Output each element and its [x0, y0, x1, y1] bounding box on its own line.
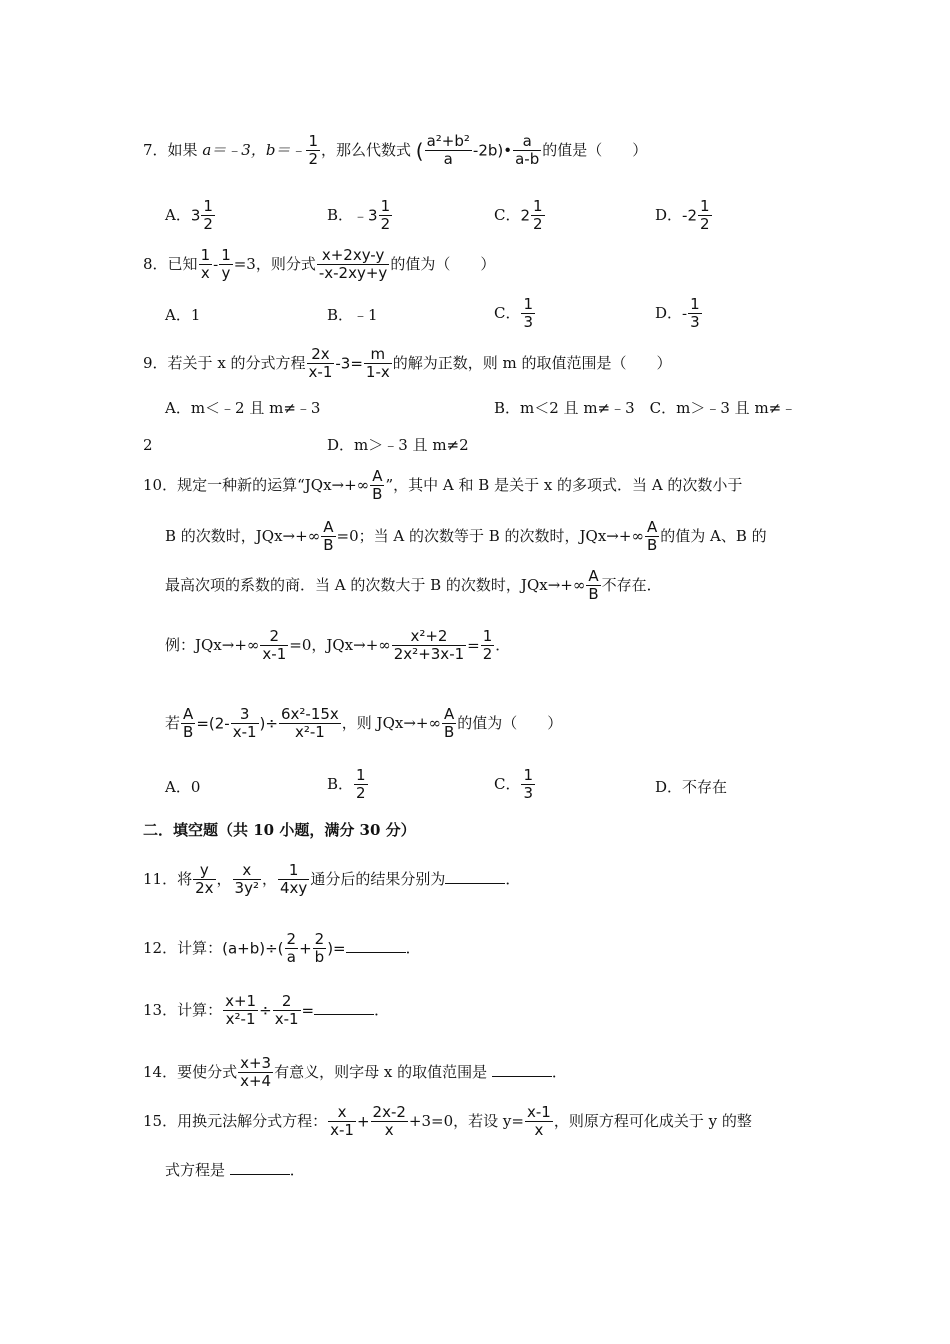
q8-fraction-b: $\frac{1}{y}$	[221, 246, 231, 283]
q10-example-result: $\frac{1}{2}$	[482, 627, 493, 664]
q7-option-c-label: C．	[494, 205, 521, 224]
q11-tail: 通分后的结果分别为	[310, 869, 446, 888]
q10-example-a: 例：JQx→+∞	[165, 635, 260, 654]
q10-line2-a: B 的次数时，JQx→+∞	[165, 526, 321, 545]
question-10-example	[165, 628, 510, 664]
q9-mid: -3=	[335, 354, 363, 373]
q7-open-paren: (	[415, 138, 424, 163]
q15-fraction-1: $\frac{x}{x-1}$	[330, 1103, 354, 1140]
q15-mid: +3=0，若设 y=	[408, 1111, 524, 1130]
q13-end: ．	[374, 1000, 390, 1019]
q7-option-c[interactable]	[494, 198, 546, 234]
q7-option-d-fraction: $\frac{1}{2}$	[700, 197, 710, 234]
q10-option-b-label: B．	[327, 774, 354, 793]
q14-number: 14．	[143, 1062, 178, 1081]
q15-fraction-3: $\frac{x-1}{x}$	[526, 1103, 551, 1140]
q14-end: ．	[551, 1062, 567, 1081]
question-14	[143, 1055, 567, 1091]
q8-eq: =3，则分式	[233, 254, 316, 273]
q10-if-div: )÷	[259, 714, 278, 733]
q7-option-b-whole: ﹣3	[353, 206, 378, 225]
q7-tail: 的值是（ ）	[542, 140, 648, 159]
q10-option-c[interactable]	[494, 767, 536, 803]
question-9	[143, 346, 672, 382]
q10-if-eq: =(2-	[196, 714, 230, 733]
q8-prefix: 已知	[167, 254, 198, 273]
q8-option-c[interactable]	[494, 296, 536, 332]
q10-example-eq: =	[467, 636, 480, 655]
q10-line3-b: 不存在．	[601, 575, 662, 594]
q11-fraction-3: $\frac{1}{4xy}$	[280, 861, 308, 898]
q8-fraction-a: $\frac{1}{x}$	[200, 246, 211, 283]
q7-option-a-whole: 3	[190, 206, 201, 225]
q7-option-d[interactable]	[655, 198, 713, 234]
q10-example-fraction-1: $\frac{2}{x-1}$	[262, 627, 287, 664]
q10-line1-a: 规定一种新的运算“JQx→+∞	[177, 475, 370, 494]
q9-option-c-continued: 2	[143, 436, 153, 454]
q10-if-a: 若	[165, 713, 181, 732]
q7-fraction-2: $\frac{a}{a-b}$	[515, 132, 540, 169]
q8-option-a[interactable]: A．1	[165, 306, 201, 324]
q11-prefix: 将	[177, 869, 193, 888]
question-10-line-2	[165, 519, 767, 555]
q11-end: ．	[505, 869, 521, 888]
q10-line1-b: ”，其中 A 和 B 是关于 x 的多项式．当 A 的次数小于	[385, 475, 743, 494]
q10-example-fraction-2: $\frac{\text{x²+2}}{\text{2x²+3x-1}}$	[393, 627, 465, 664]
q13-answer-blank[interactable]	[314, 1000, 374, 1015]
section-2-heading: 二．填空题（共 10 小题，满分 30 分）	[143, 821, 416, 839]
q11-fraction-1: $\frac{y}{2x}$	[195, 861, 214, 898]
q8-minus: -	[213, 255, 219, 274]
q7-option-d-whole: -2	[682, 206, 697, 225]
q14-answer-blank[interactable]	[492, 1062, 552, 1077]
q10-option-d[interactable]: D．不存在	[655, 778, 728, 796]
q7-option-a-label: A．	[165, 205, 191, 224]
q8-fraction-main: $\frac{x+2xy-y}{-x-2xy+y}$	[318, 246, 388, 283]
q15-number: 15．	[143, 1111, 178, 1130]
q8-option-b[interactable]: B．﹣1	[327, 306, 378, 324]
question-10-condition	[165, 706, 562, 742]
q15-end: ．	[289, 1161, 305, 1179]
q9-fraction-1: $\frac{2x}{x-1}$	[308, 345, 333, 382]
q9-option-a[interactable]: A．m＜﹣2 且 m≠﹣3	[165, 399, 321, 417]
q10-number: 10．	[143, 475, 178, 494]
question-10-line-3	[165, 568, 662, 604]
q14-fraction: $\frac{x+3}{x+4}$	[240, 1054, 272, 1091]
q12-answer-blank[interactable]	[346, 938, 406, 953]
q10-example-end: ．	[495, 635, 511, 654]
q11-comma-1: ，	[216, 869, 232, 888]
q8-option-d-label: D．	[655, 303, 683, 322]
q10-ab-fraction-3: $\frac{A}{B}$	[646, 518, 658, 555]
q8-option-d[interactable]	[655, 296, 703, 332]
question-11	[143, 862, 520, 898]
question-8	[143, 247, 495, 283]
q10-line3-a: 最高次项的系数的商．当 A 的次数大于 B 的次数时，JQx→+∞	[165, 575, 586, 594]
q9-option-d[interactable]: D．m＞﹣3 且 m≠2	[327, 436, 469, 454]
question-13	[143, 993, 389, 1029]
q10-option-b[interactable]	[327, 767, 369, 803]
q10-line2-c: 的值为 A、B 的	[660, 526, 767, 545]
q10-if-b: ，则 JQx→+∞	[341, 713, 441, 732]
question-12	[143, 931, 421, 967]
q13-div: ÷	[259, 1001, 272, 1020]
q10-line2-b: =0；当 A 的次数等于 B 的次数时，JQx→+∞	[336, 526, 644, 545]
q12-expr: (a+b)÷(	[222, 939, 284, 958]
q13-fraction-1: $\frac{x+1}{\text{x²-1}}$	[225, 992, 257, 1029]
q9-tail: 的解为正数，则 m 的取值范围是（ ）	[392, 353, 672, 372]
q14-prefix: 要使分式	[177, 1062, 238, 1081]
q7-option-b-fraction: $\frac{1}{2}$	[380, 197, 391, 234]
q12-number: 12．	[143, 938, 178, 957]
q11-fraction-2: $\frac{x}{\text{3y²}}$	[234, 861, 259, 898]
q10-ab-fraction-2: $\frac{A}{B}$	[323, 518, 334, 555]
q7-b-fraction: $\frac{1}{2}$	[308, 132, 318, 169]
q14-tail: 有意义，则字母 x 的取值范围是	[274, 1062, 488, 1081]
question-15-line-2	[165, 1160, 305, 1178]
q10-if-fraction-2: $\frac{\text{6x²-15x}}{\text{x²-1}}$	[280, 705, 339, 742]
q8-option-d-sign: -	[682, 304, 688, 323]
q12-fraction-2: $\frac{2}{b}$	[314, 930, 325, 967]
q13-fraction-2: $\frac{2}{x-1}$	[274, 992, 299, 1029]
q9-option-bc[interactable]: B．m＜2 且 m≠﹣3 C．m＞﹣3 且 m≠﹣	[494, 399, 797, 417]
q10-option-a[interactable]: A．0	[165, 778, 201, 796]
q7-option-a[interactable]	[165, 198, 216, 234]
q10-option-b-fraction: $\frac{1}{2}$	[356, 766, 366, 803]
q7-dot: •	[503, 141, 513, 160]
q7-number: 7．	[143, 140, 168, 159]
q15-answer-blank[interactable]	[230, 1160, 290, 1175]
q12-close: )=	[327, 939, 346, 958]
q10-ab-fraction-4: $\frac{A}{B}$	[588, 567, 599, 604]
q10-if-c: 的值为（ ）	[457, 713, 563, 732]
q8-option-c-label: C．	[494, 303, 521, 322]
q7-option-b[interactable]	[327, 198, 393, 234]
q8-number: 8．	[143, 254, 168, 273]
q7-option-d-label: D．	[655, 205, 683, 224]
question-15	[143, 1104, 752, 1140]
q15-line2: 式方程是	[165, 1161, 226, 1179]
q12-fraction-1: $\frac{2}{a}$	[286, 930, 297, 967]
q7-mid: ，那么代数式	[320, 140, 411, 159]
q7-option-c-whole: 2	[520, 206, 531, 225]
q9-fraction-2: $\frac{m}{1-x}$	[365, 345, 390, 382]
q8-option-c-fraction: $\frac{1}{3}$	[523, 295, 534, 332]
q8-option-d-fraction: $\frac{1}{3}$	[690, 295, 700, 332]
q13-eq: =	[301, 1001, 315, 1020]
q7-option-b-label: B．	[327, 205, 354, 224]
q8-tail: 的值为（ ）	[390, 254, 496, 273]
q12-prefix: 计算：	[177, 938, 223, 957]
q9-number: 9．	[143, 353, 168, 372]
q15-plus: +	[356, 1112, 370, 1131]
q15-tail: ，则原方程可化成关于 y 的整	[553, 1111, 752, 1130]
q10-if-ab-fraction: $\frac{A}{B}$	[183, 705, 194, 742]
q10-option-c-label: C．	[494, 774, 521, 793]
q10-if-ab-fraction-2: $\frac{A}{B}$	[443, 705, 455, 742]
q13-prefix: 计算：	[177, 1000, 223, 1019]
q10-ab-fraction-1: $\frac{A}{B}$	[372, 467, 383, 504]
q7-fraction-1: $\frac{\text{a²+b²}}{a}$	[426, 132, 470, 169]
q10-option-c-fraction: $\frac{1}{3}$	[523, 766, 534, 803]
q12-plus: +	[299, 939, 312, 958]
q7-minus-2b: -2b)	[472, 141, 504, 160]
question-7	[143, 133, 647, 169]
q11-comma-2: ，	[261, 869, 277, 888]
q7-option-a-fraction: $\frac{1}{2}$	[203, 197, 213, 234]
q15-fraction-2: $\frac{2x-2}{x}$	[372, 1103, 406, 1140]
q10-if-fraction-1: $\frac{3}{x-1}$	[232, 705, 257, 742]
q12-end: ．	[405, 938, 421, 957]
q9-prefix: 若关于 x 的分式方程	[167, 353, 306, 372]
question-10-line-1	[143, 468, 742, 504]
q7-option-c-fraction: $\frac{1}{2}$	[533, 197, 543, 234]
q13-number: 13．	[143, 1000, 178, 1019]
q11-answer-blank[interactable]	[445, 869, 505, 884]
q7-prefix: 如果	[167, 140, 198, 159]
q10-example-b: =0，JQx→+∞	[289, 635, 391, 654]
q7-condition: a＝﹣3，b＝﹣	[202, 140, 306, 159]
q15-prefix: 用换元法解分式方程：	[177, 1111, 328, 1130]
q11-number: 11．	[143, 869, 178, 888]
